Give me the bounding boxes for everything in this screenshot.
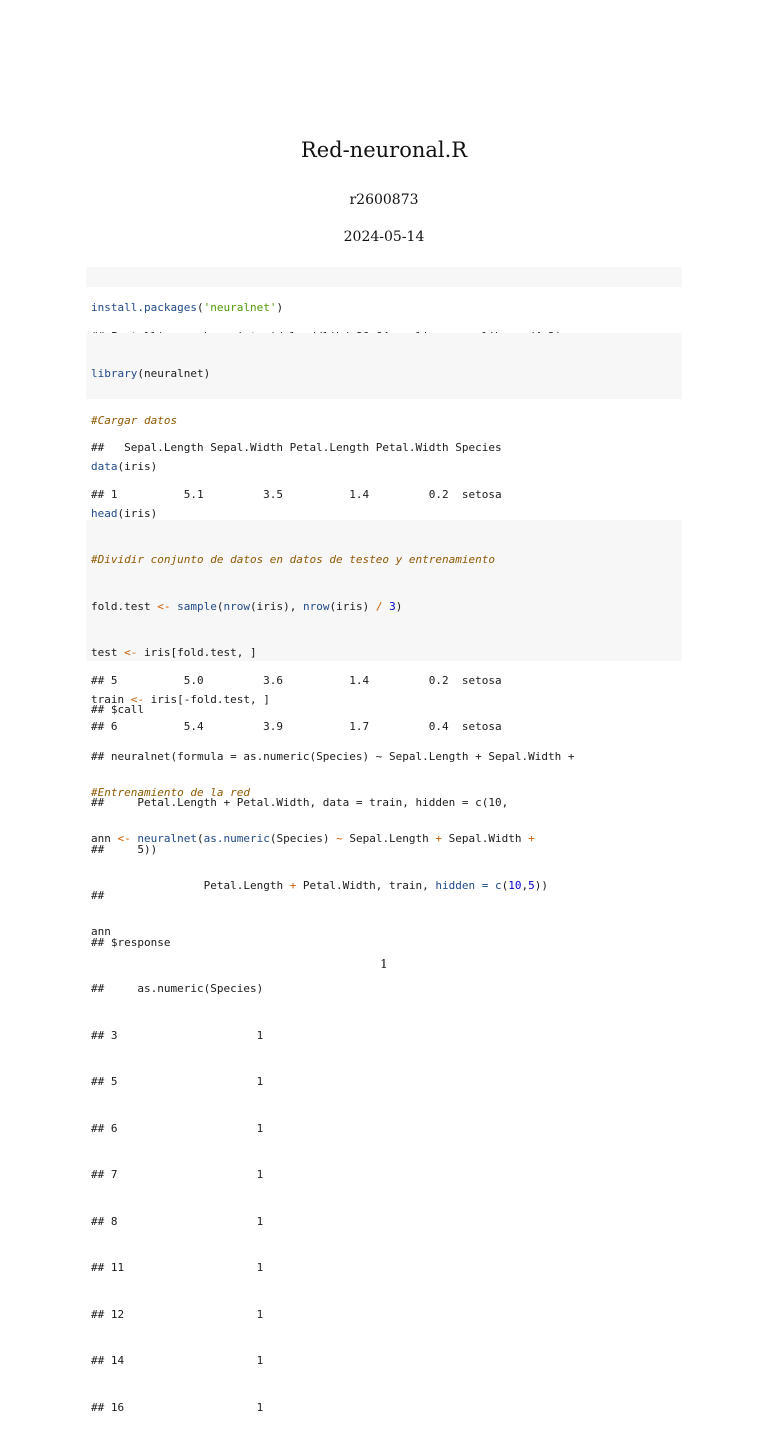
code-text: (Species): [269, 832, 337, 845]
output-line: ## 6 1: [91, 1121, 264, 1135]
code-text: train: [91, 692, 131, 706]
code-number: 3: [389, 599, 396, 613]
code-function: nrow: [223, 599, 250, 613]
output-line: ## Petal.Length + Petal.Width, data = train, hidden = c(10,: [91, 796, 509, 809]
output-line: ##: [91, 889, 105, 902]
code-text: ann: [91, 925, 111, 938]
output-line: ## 14 1: [91, 1354, 264, 1367]
code-line: [91, 599, 682, 615]
code-operator: <-: [157, 599, 171, 613]
output-line: ## 11 1: [91, 1261, 264, 1274]
code-text: test: [91, 646, 125, 659]
code-text: ): [276, 301, 284, 314]
code-number: 10: [508, 878, 522, 892]
code-text: )): [534, 878, 548, 892]
document-date: 2024-05-14: [343, 229, 425, 245]
code-comment: #Entrenamiento de la red: [91, 785, 250, 799]
code-function: sample: [177, 599, 217, 613]
code-text: (iris): [117, 460, 158, 473]
document-title: Red-neuronal.R: [300, 138, 468, 162]
output-line: ## 16 1: [91, 1400, 264, 1414]
code-string: 'neuralnet': [203, 301, 277, 314]
output-line: ## $call: [91, 703, 144, 716]
code-text: fold.test: [91, 599, 158, 613]
code-comment: #Dividir conjunto de datos en datos de testeo y entrenamiento: [91, 553, 495, 566]
code-text: (neuralnet): [137, 367, 211, 380]
output-line: ## 3 1: [91, 1028, 264, 1042]
output-line: ## Sepal.Length Sepal.Width Petal.Length Petal.Width Species: [91, 441, 502, 454]
document-author: r2600873: [349, 192, 419, 208]
code-text: Petal.Length: [203, 878, 290, 892]
code-text: iris[-fold.test, ]: [144, 692, 270, 706]
code-text: (iris),: [249, 599, 303, 613]
code-function: c: [495, 878, 502, 892]
output-install: [86, 298, 682, 330]
output-line: ## 5)): [91, 842, 158, 856]
code-function: nrow: [302, 599, 330, 613]
output-line: ## 6 5.4 3.9 1.7 0.4 setosa: [91, 720, 502, 733]
output-line: ## 1 5.1 3.5 1.4 0.2 setosa: [91, 487, 502, 501]
output-line: ## as.numeric(Species): [91, 982, 264, 995]
code-text: ,: [521, 878, 529, 892]
code-operator: +: [289, 878, 297, 892]
code-text: iris[fold.test, ]: [137, 646, 257, 659]
output-line: ## 8 1: [91, 1214, 264, 1228]
output-line: ## neuralnet(formula = as.numeric(Species) ~ Sepal.Length + Sepal.Width +: [91, 749, 575, 763]
code-text: (: [216, 599, 224, 613]
code-operator: <-: [130, 692, 144, 706]
code-operator: +: [528, 832, 535, 845]
code-text: (iris): [117, 506, 158, 520]
code-text: (iris): [329, 599, 376, 613]
code-text: (: [196, 832, 204, 845]
code-operator: <-: [117, 832, 131, 845]
code-text: ann: [91, 832, 118, 845]
output-line: ## 5 5.0 3.6 1.4 0.2 setosa: [91, 673, 502, 687]
output-line: ## 7 1: [91, 1168, 264, 1181]
code-text: (: [196, 301, 204, 314]
output-line: ## 12 1: [91, 1307, 264, 1321]
code-function: library: [91, 367, 138, 380]
code-comment: #Cargar datos: [91, 413, 178, 427]
code-function: install.packages: [91, 301, 197, 314]
code-line: [91, 645, 682, 661]
code-operator: /: [375, 599, 383, 613]
code-text: ): [395, 599, 403, 613]
code-function: head: [91, 506, 118, 520]
code-text: Sepal.Length: [342, 832, 436, 845]
code-argument: hidden =: [435, 878, 489, 892]
page-number: 1: [380, 957, 388, 971]
code-number: 5: [528, 878, 535, 892]
output-line: ## $response: [91, 935, 171, 949]
code-operator: +: [435, 832, 443, 845]
code-text: (: [501, 878, 509, 892]
code-chunk-install: [86, 267, 682, 314]
code-operator: ~: [336, 832, 343, 845]
code-operator: <-: [124, 646, 138, 659]
code-line: [91, 366, 682, 382]
code-text: Petal.Width, train,: [296, 878, 436, 892]
code-function: neuralnet: [137, 832, 197, 845]
output-line: ## 5 1: [91, 1075, 264, 1088]
code-text: Sepal.Width: [442, 832, 529, 845]
code-function: as.numeric: [203, 832, 270, 845]
code-function: data: [91, 460, 118, 473]
code-line: [91, 552, 682, 568]
